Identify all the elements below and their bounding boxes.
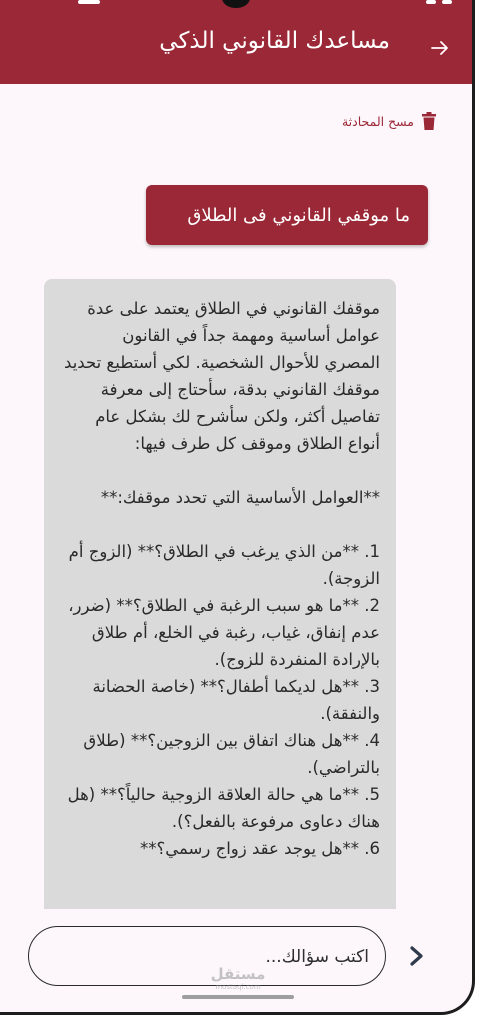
status-indicator xyxy=(78,0,100,4)
camera-cutout xyxy=(222,0,250,8)
watermark xyxy=(198,966,278,996)
clear-chat-button[interactable] xyxy=(342,110,436,132)
user-message xyxy=(146,185,428,245)
app-bar xyxy=(0,8,472,84)
bot-heading: **العوامل الأساسية التي تحدد موقفك:** xyxy=(100,488,380,507)
status-bar xyxy=(0,0,472,8)
bot-intro: موقفك القانوني في الطلاق يعتمد على عدة عوامل أساسية ومهمة جداً في القانون المصري للأحوال الشخصية. لكي أستطيع تحديد موقفك القانوني بدقة، سأحتاج إلى معرفة تفاصيل أكثر، ولكن سأشرح لك بشكل عام أنواع الطلاق وموقف كل طرف فيها: xyxy=(64,299,380,453)
page-title: مساعدك القانوني الذكي xyxy=(159,28,390,54)
home-indicator xyxy=(182,995,294,999)
watermark-logo: مستقل xyxy=(210,965,266,983)
bot-message-text xyxy=(44,279,396,862)
list-item: 1. **من الذي يرغب في الطلاق؟** (الزوج أم الزوجة). xyxy=(68,542,380,588)
trash-icon xyxy=(422,112,436,130)
list-item: 3. **هل لديكما أطفال؟** (خاصة الحضانة والنفقة). xyxy=(92,677,380,723)
status-icons xyxy=(392,0,452,6)
clear-chat-label: مسح المحادثة xyxy=(341,113,414,129)
chevron-right-icon[interactable] xyxy=(404,941,428,971)
list-item: 6. **هل يوجد عقد زواج رسمي؟** xyxy=(139,839,380,858)
watermark-url: mostaql.com xyxy=(215,983,261,991)
bot-message xyxy=(44,279,396,909)
list-item: 5. **ما هي حالة العلاقة الزوجية حالياً؟** (هل هناك دعاوى مرفوعة بالفعل؟). xyxy=(67,785,380,831)
user-message-text: ما موقفي القانوني فى الطلاق xyxy=(187,204,410,226)
list-item: 2. **ما هو سبب الرغبة في الطلاق؟** (ضرر، عدم إنفاق، غياب، رغبة في الخلع، أم طلاق بالإرادة المنفردة للزوج). xyxy=(68,596,380,669)
arrow-right-icon[interactable] xyxy=(428,36,452,60)
list-item: 4. **هل هناك اتفاق بين الزوجين؟** (طلاق بالتراضي). xyxy=(83,731,380,777)
